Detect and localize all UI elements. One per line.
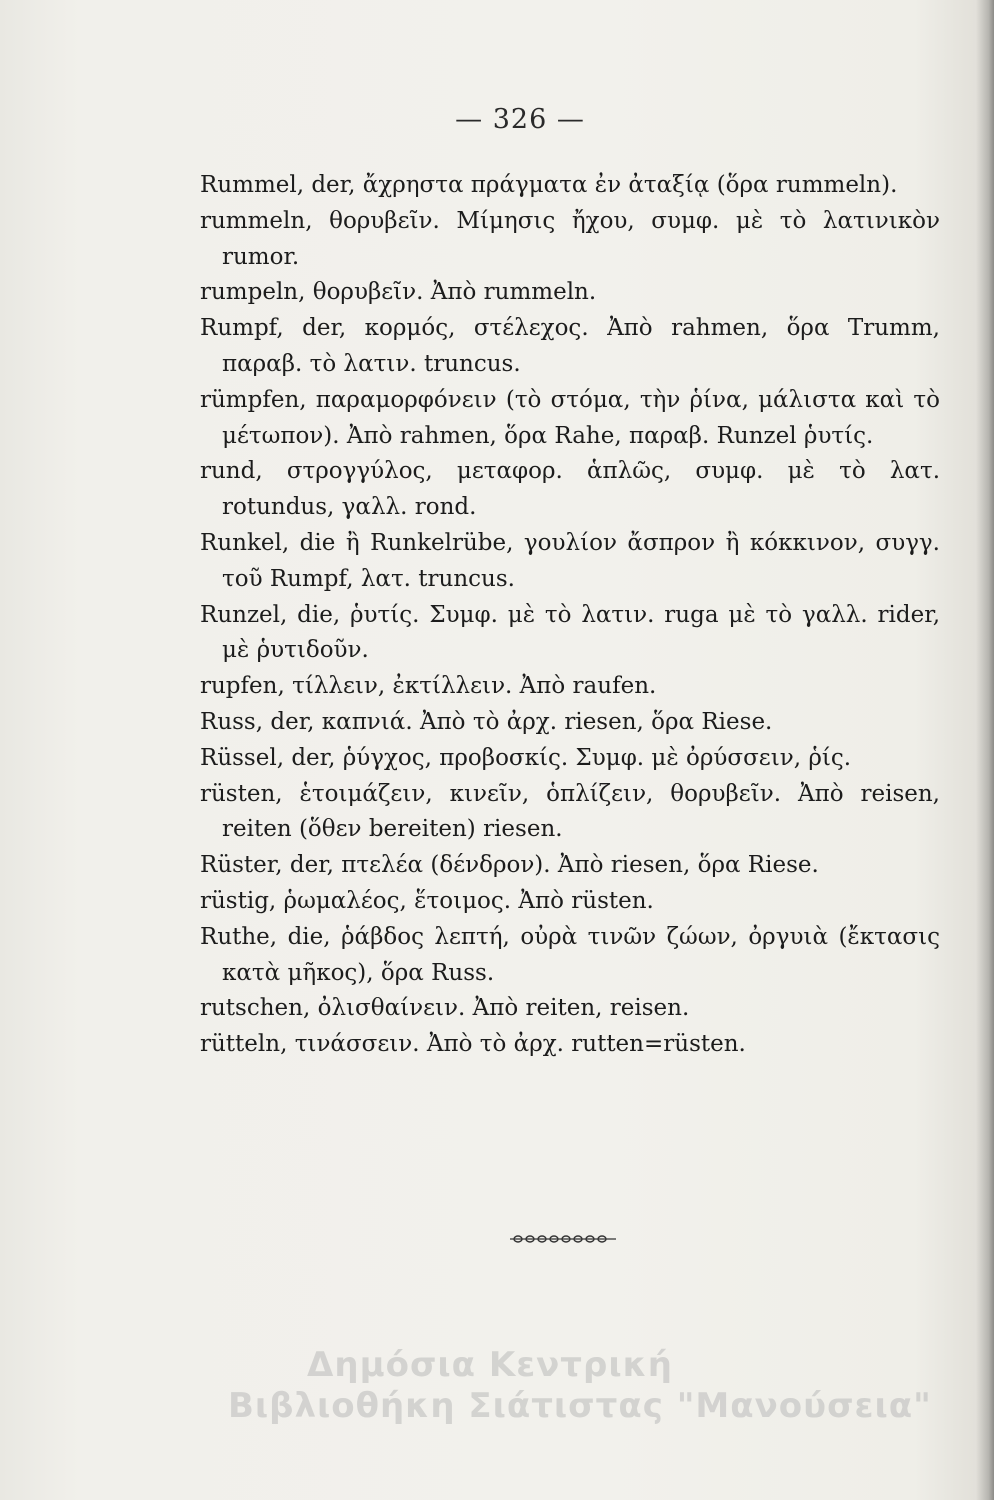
dictionary-entry: Runkel, die ἢ Runkelrübe, γουλίον ἄσπρον ἢ κόκκινον, συγγ. τοῦ Rumpf, λατ. truncus. [200,529,940,592]
ornament-divider [508,1232,618,1246]
dictionary-entry: rupfen, τίλλειν, ἐκτίλλειν. Ἀπὸ raufen. [200,673,657,700]
dictionary-entry: Rüssel, der, ῥύγχος, προβοσκίς. Συμφ. μὲ ὀρύσσειν, ῥίς. [200,744,852,771]
dictionary-entry: Russ, der, καπνιά. Ἀπὸ τὸ ἀρχ. riesen, ὅρα Riese. [200,708,773,735]
dictionary-entry: Ruthe, die, ῥάβδος λεπτή, οὐρὰ τινῶν ζώων, ὀργυιὰ (ἔκτασις κατὰ μῆκος), ὅρα Russ. [200,923,940,986]
page-edge-shadow [976,0,994,1500]
dictionary-entry: rütteln, τινάσσειν. Ἀπὸ τὸ ἀρχ. rutten=rüsten. [200,1031,746,1058]
dictionary-entry: Runzel, die, ῥυτίς. Συμφ. μὲ τὸ λατιν. ruga μὲ τὸ γαλλ. rider, μὲ ῥυτιδοῦν. [200,601,940,664]
library-watermark-line2: Βιβλιοθήκη Σιάτιστας "Μανούσεια" [228,1386,932,1426]
dictionary-entry: rummeln, θορυβεῖν. Μίμησις ἤχου, συμφ. μὲ τὸ λατινικὸν rumor. [200,207,940,270]
page-number: — 326 — [455,104,585,135]
dictionary-entry: Rüster, der, πτελέα (δένδρον). Ἀπὸ riesen, ὅρα Riese. [200,852,819,879]
library-watermark-line1: Δημόσια Κεντρική [307,1345,673,1385]
dictionary-entry: Rummel, der, ἄχρηστα πράγματα ἐν ἀταξίᾳ (ὅρα rummeln). [200,172,898,198]
dictionary-entries [200,168,940,1063]
dictionary-entry: rüstig, ῥωμαλέος, ἕτοιμος. Ἀπὸ rüsten. [200,887,654,914]
dictionary-entry: rümpfen, παραμορφόνειν (τὸ στόμα, τὴν ῥίνα, μάλιστα καὶ τὸ μέτωπον). Ἀπὸ rahmen, ὅρα Rahe, παραβ. Runzel ῥυτίς. [200,386,940,449]
dictionary-entry: rumpeln, θορυβεῖν. Ἀπὸ rummeln. [200,279,597,306]
dictionary-entry: rund, στρογγύλος, μεταφορ. ἁπλῶς, συμφ. μὲ τὸ λατ. rotundus, γαλλ. rond. [200,458,940,521]
dictionary-entry: Rumpf, der, κορμός, στέλεχος. Ἀπὸ rahmen, ὅρα Trumm, παραβ. τὸ λατιν. truncus. [200,315,940,377]
dictionary-entry: rutschen, ὀλισθαίνειν. Ἀπὸ reiten, reisen. [200,995,690,1022]
dictionary-entry: rüsten, ἑτοιμάζειν, κινεῖν, ὁπλίζειν, θορυβεῖν. Ἀπὸ reisen, reiten (ὅθεν bereiten) riesen. [200,780,940,843]
